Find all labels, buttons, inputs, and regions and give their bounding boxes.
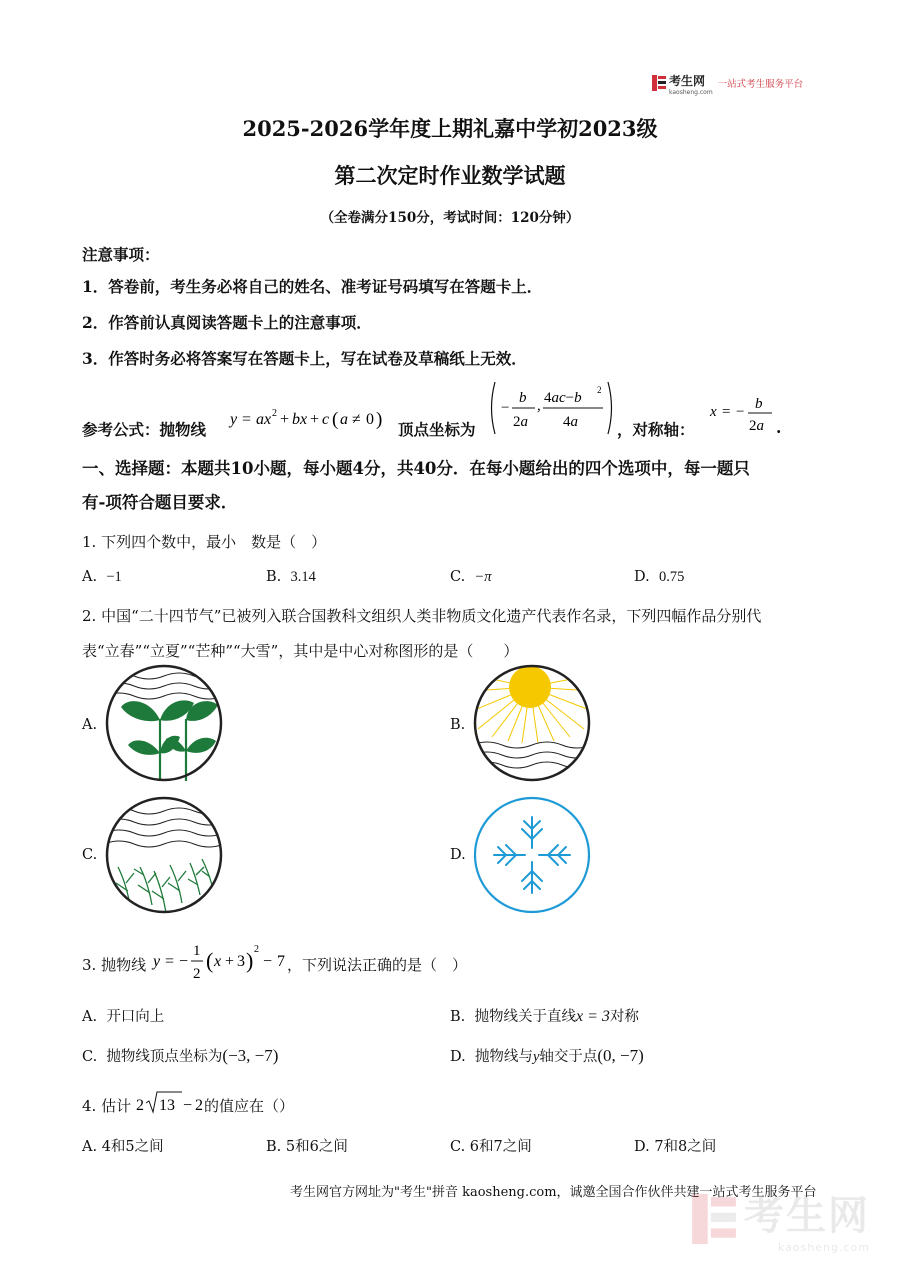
svg-text:2: 2	[272, 408, 277, 419]
svg-text:(: (	[332, 409, 339, 430]
svg-text:=: =	[165, 953, 175, 970]
kaosheng-logo	[652, 72, 803, 94]
svg-text:4a: 4a	[563, 414, 578, 430]
svg-text:ax: ax	[256, 411, 272, 428]
svg-text:x: x	[710, 404, 717, 420]
svg-text:2: 2	[136, 1097, 144, 1114]
exam-subtitle: （全卷满分150分，考试时间：120分钟）	[320, 210, 580, 226]
q2-figure-b-summer-sun	[472, 663, 592, 783]
svg-text:2a: 2a	[749, 418, 764, 434]
svg-text:≠: ≠	[352, 411, 361, 428]
svg-text:): )	[376, 409, 383, 430]
svg-text:−: −	[179, 953, 189, 970]
q3-option-c: C. 抛物线顶点坐标为(−3, −7)	[82, 1046, 279, 1065]
q2-figure-a-spring-sprouts	[104, 663, 224, 783]
q4-option-b: B. 5和6之间	[266, 1139, 348, 1155]
q4-suffix: 的值应在（）	[204, 1097, 295, 1115]
svg-text:2: 2	[597, 385, 602, 395]
q4-option-d: D. 7和8之间	[634, 1139, 717, 1155]
formula-end: .	[776, 418, 782, 437]
q2-figure-d-snowflake	[472, 795, 592, 915]
svg-text:+: +	[280, 411, 290, 428]
svg-text:−: −	[183, 1097, 193, 1114]
svg-text:+: +	[310, 411, 320, 428]
formula-prefix: 参考公式：抛物线	[82, 420, 207, 439]
logo-slogan: 一站式考生服务平台	[717, 79, 804, 90]
svg-text:0: 0	[366, 411, 374, 428]
svg-text:=: =	[722, 404, 731, 420]
svg-text:−: −	[501, 400, 510, 416]
formula-vertex-label: 顶点坐标为	[398, 420, 476, 439]
q3-suffix: ，下列说法正确的是（ ）	[287, 956, 468, 974]
watermark-logo-icon	[692, 1194, 736, 1244]
svg-text:7: 7	[277, 953, 285, 970]
svg-text:y: y	[153, 953, 161, 970]
watermark-url: kaosheng.com	[777, 1241, 870, 1254]
q2-label-d: D.	[450, 847, 466, 863]
q4-expression	[134, 1088, 206, 1118]
svg-text:13: 13	[159, 1097, 175, 1114]
q1-option-d: D. 0.75	[634, 569, 685, 585]
svg-text:4ac−b: 4ac−b	[544, 390, 582, 406]
section1-line1: 一、选择题：本题共10小题，每小题4分，共40分．在每小题给出的四个选项中，每一题只	[82, 459, 750, 478]
formula-parabola-equation	[228, 404, 398, 432]
svg-text:3: 3	[237, 953, 245, 970]
q2-label-c: C.	[82, 847, 98, 863]
svg-text:bx: bx	[292, 411, 308, 428]
svg-text:a: a	[340, 411, 348, 428]
svg-text:b: b	[519, 390, 527, 406]
exam-title-line1: 2025-2026学年度上期礼嘉中学初2023级	[242, 116, 658, 141]
q2-label-a: A.	[82, 717, 98, 733]
svg-text:−: −	[263, 953, 273, 970]
logo-name: 考生网	[669, 74, 706, 88]
q1-stem: 1. 下列四个数中，最小 数是（ ）	[82, 533, 327, 551]
kaosheng-logo-icon	[652, 75, 666, 91]
q3-option-b: B. 抛物线关于直线x = 3对称	[450, 1008, 639, 1025]
q3-prefix: 3. 抛物线	[82, 956, 147, 974]
kaosheng-watermark	[692, 1184, 870, 1254]
svg-text:,: ,	[537, 398, 541, 414]
section1-line2: 有-项符合题目要求．	[82, 493, 238, 512]
svg-text:=: =	[242, 411, 252, 428]
q2-label-b: B.	[450, 717, 466, 733]
svg-text:x: x	[214, 953, 222, 970]
notice-item-1: 1．答卷前，考生务必将自己的姓名、准考证号码填写在答题卡上．	[82, 277, 543, 296]
q3-parabola-equation	[151, 936, 301, 988]
svg-text:2: 2	[195, 1097, 203, 1114]
svg-text:−: −	[736, 404, 745, 420]
formula-vertex-coordinates	[487, 378, 617, 438]
q1-option-a: A. −1	[82, 569, 122, 585]
q1-option-c: C. −π	[450, 569, 492, 585]
notice-item-2: 2．作答前认真阅读答题卡上的注意事项．	[82, 313, 372, 332]
q4-option-c: C. 6和7之间	[450, 1139, 532, 1155]
exam-title-line2: 第二次定时作业数学试题	[334, 163, 566, 188]
svg-text:(: (	[206, 948, 214, 973]
formula-symmetry-axis	[708, 388, 778, 438]
q2-stem-line2: 表“立春”“立夏”“芒种”“大雪”，其中是中心对称图形的是（ ）	[82, 642, 519, 660]
q3-option-d: D. 抛物线与y轴交于点(0, −7)	[450, 1046, 644, 1065]
q2-figure-c-grain-in-ear	[104, 795, 224, 915]
svg-text:2a: 2a	[513, 414, 528, 430]
notice-item-3: 3．作答时务必将答案写在答题卡上，写在试卷及草稿纸上无效．	[82, 349, 527, 368]
svg-text:2: 2	[254, 944, 259, 955]
footer-note: 考生网官方网址为"考生"拼音 kaosheng.com，诚邀全国合作伙伴共建一站式考生服务平台	[290, 1185, 817, 1200]
svg-text:): )	[246, 948, 254, 973]
formula-axis-label: ，对称轴：	[617, 420, 695, 439]
svg-text:+: +	[225, 953, 235, 970]
svg-text:2: 2	[193, 966, 201, 982]
q1-option-b: B. 3.14	[266, 569, 316, 585]
q3-option-a: A. 开口向上	[82, 1009, 165, 1025]
logo-url: kaosheng.com	[669, 89, 713, 96]
q4-option-a: A. 4和5之间	[82, 1139, 164, 1155]
svg-text:c: c	[322, 411, 330, 428]
watermark-text: 考生网	[744, 1193, 870, 1239]
notice-heading: 注意事项：	[82, 245, 160, 264]
svg-text:y: y	[230, 411, 238, 428]
svg-text:1: 1	[193, 943, 201, 959]
svg-text:b: b	[755, 396, 763, 412]
q4-prefix: 4. 估计	[82, 1097, 132, 1115]
q2-stem-line1: 2. 中国“二十四节气”已被列入联合国教科文组织人类非物质文化遗产代表作名录，下列四幅作品分别代	[82, 607, 762, 625]
